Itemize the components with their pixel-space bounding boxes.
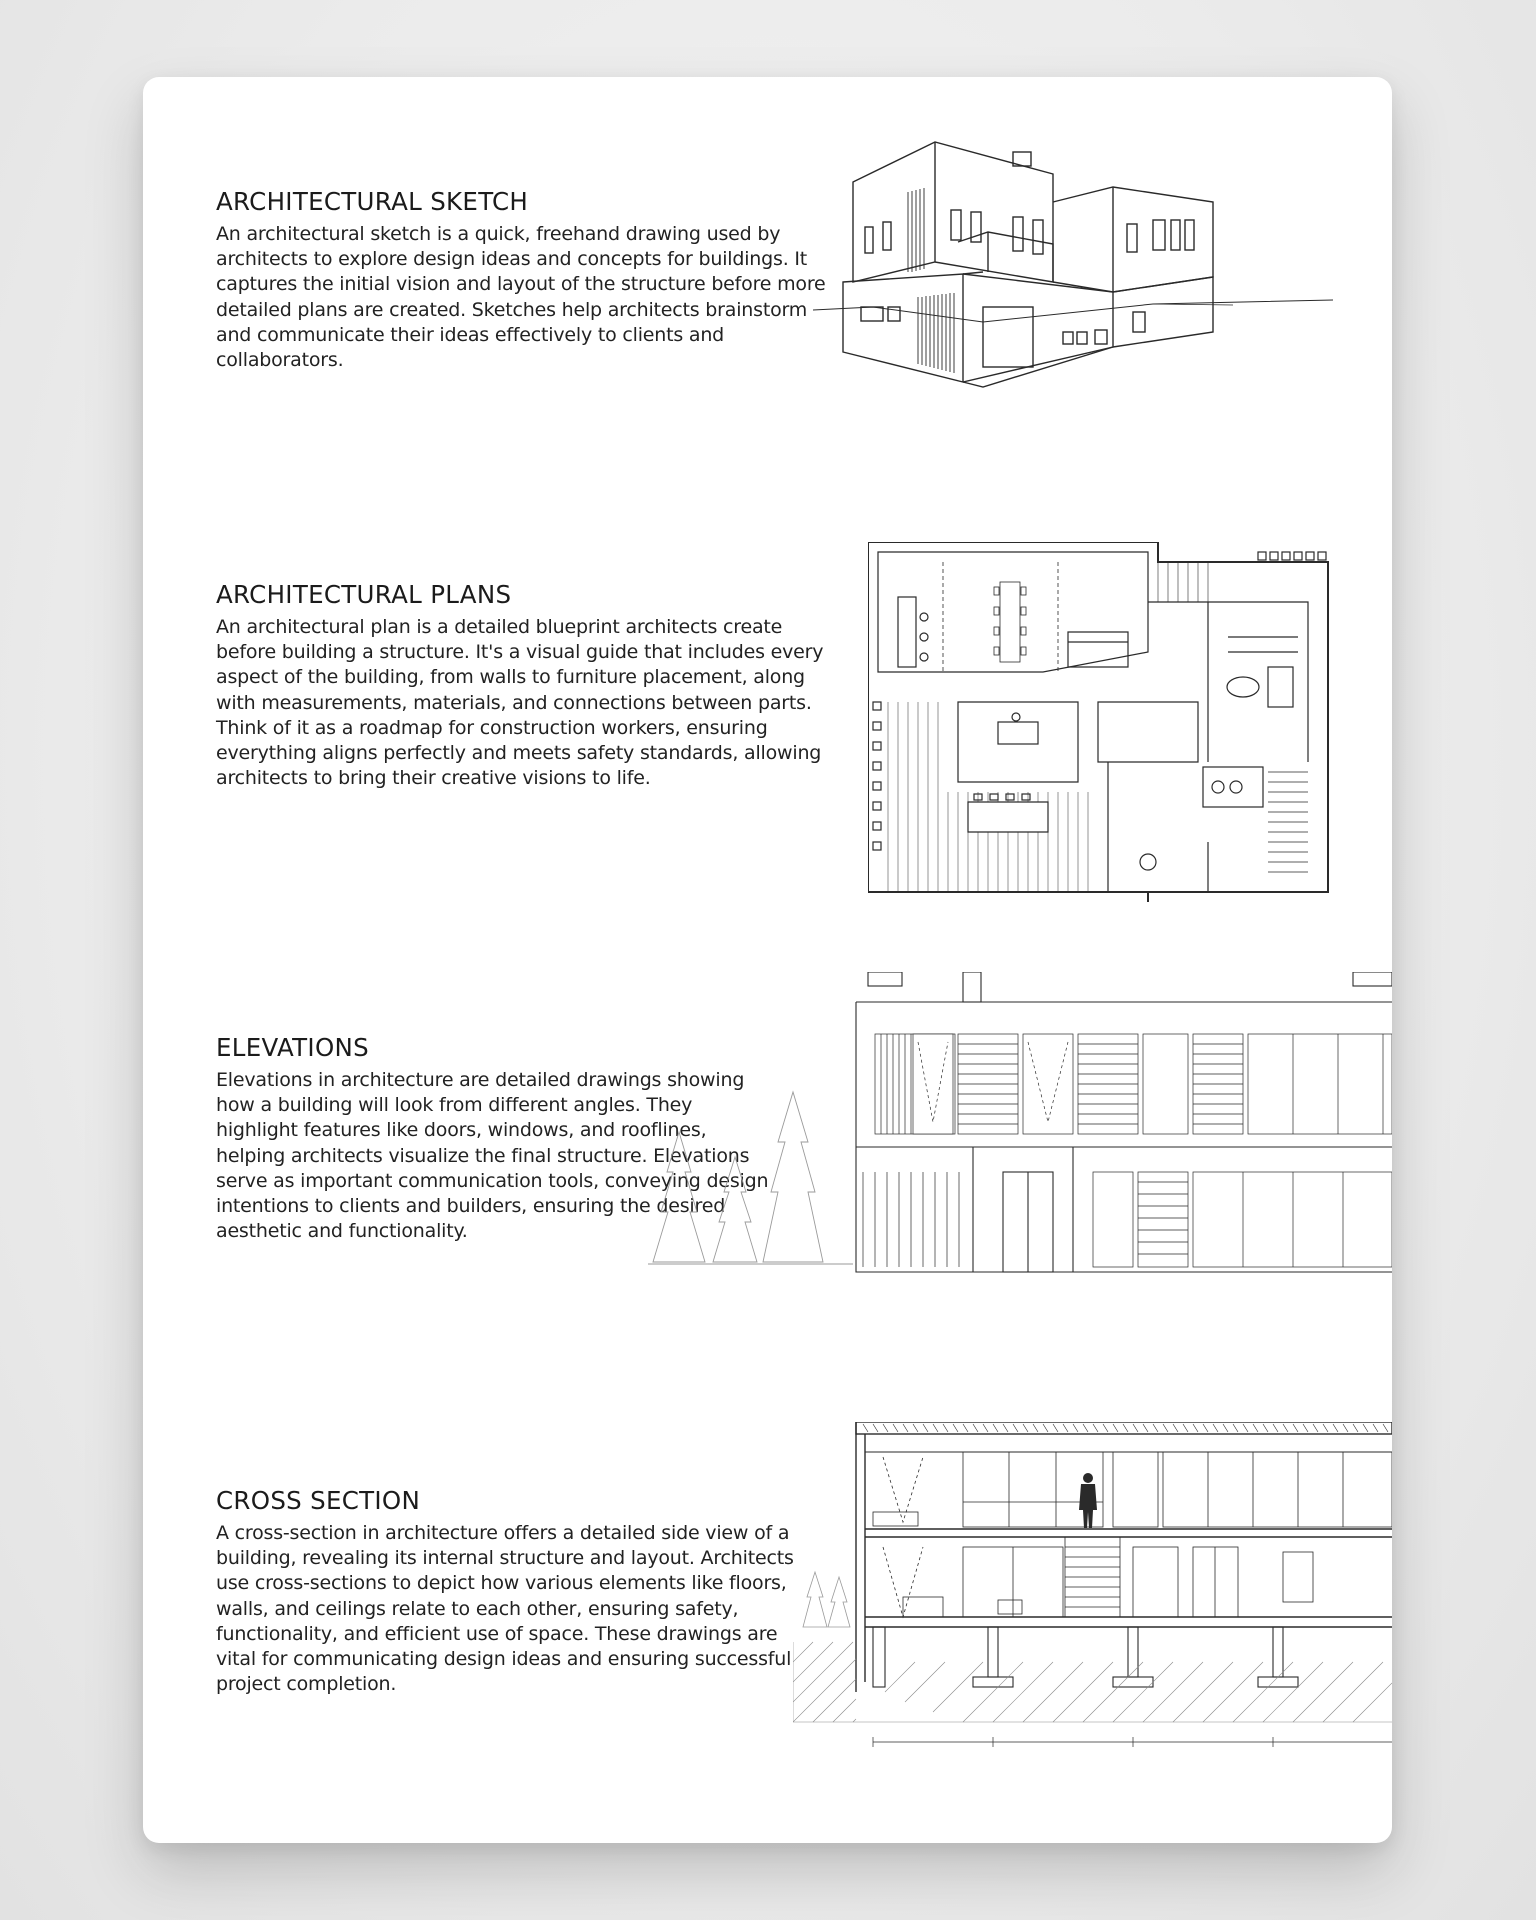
house-sketch-icon xyxy=(813,132,1333,392)
section-title: ARCHITECTURAL PLANS xyxy=(216,580,512,609)
section-body: A cross-section in architecture offers a detailed side view of a building, revealing its internal structure and layout. Architects use cross-sections to depict how various elements like floors, walls, and ceilings relate to each other, ensuring safety, functionality, and efficient use of space. These drawings are vital for communicating design ideas and ensuring successful project completion. xyxy=(216,1522,794,1696)
section-cross-section xyxy=(216,1486,806,1697)
section-body: An architectural plan is a detailed blueprint architects create before building a structure. It's a visual guide that includes every aspect of the building, from walls to furniture placement, along with measurements, materials, and connections between parts. Think of it as a roadmap for construction workers, ensuring everything aligns perfectly and meets safety standards, allowing architects to bring their creative visions to life. xyxy=(216,616,824,790)
section-architectural-sketch xyxy=(216,187,836,373)
document-page xyxy=(143,77,1392,1843)
section-title: ELEVATIONS xyxy=(216,1033,370,1062)
section-body: An architectural sketch is a quick, freehand drawing used by architects to explore design ideas and concepts for buildings. It captures the initial vision and layout of the structure before more detailed plans are created. Sketches help architects brainstorm and communicate their ideas effectively to clients and collaborators. xyxy=(216,223,826,372)
section-title: CROSS SECTION xyxy=(216,1486,421,1515)
section-title: ARCHITECTURAL SKETCH xyxy=(216,187,529,216)
section-architectural-plans xyxy=(216,580,836,791)
floor-plan-icon xyxy=(868,542,1338,902)
section-body: Elevations in architecture are detailed drawings showing how a building will look from different angles. They highlight features like doors, windows, and rooflines, helping architects visualize the final structure. Elevations serve as important communication tools, conveying design intentions to clients and builders, ensuring the desired aesthetic and functionality. xyxy=(216,1069,769,1243)
elevation-drawing-icon xyxy=(613,972,1392,1302)
cross-section-drawing-icon xyxy=(793,1422,1392,1762)
